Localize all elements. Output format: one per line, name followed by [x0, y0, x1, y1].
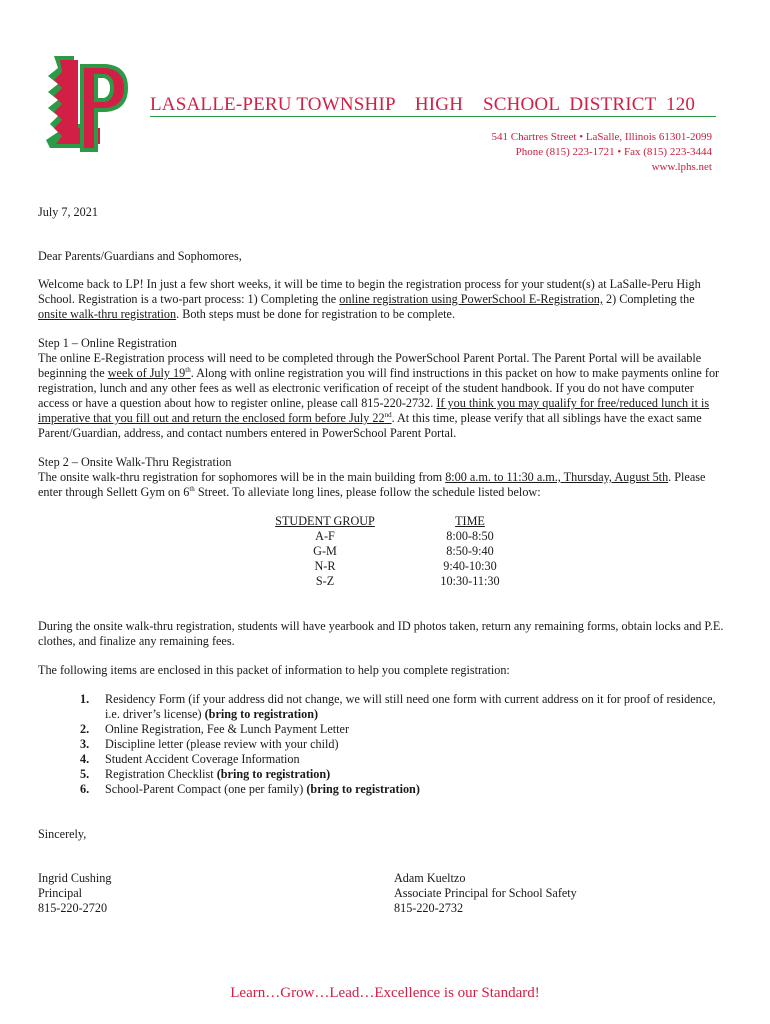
- step2-text-c: Street. To alleviate long lines, please follow the schedule listed below:: [194, 485, 541, 499]
- list-item-bold: (bring to registration): [216, 767, 331, 781]
- step1-week: [108, 366, 191, 380]
- step1-text-c: . At this time, please verify that all siblings have the exact same Parent/Guardian, address, and contact numbers entered in PowerSchool Parent Portal.: [38, 411, 702, 440]
- online-registration-ref: online registration using PowerSchool E-Registration,: [339, 292, 603, 306]
- list-item-text: School-Parent Compact (one per family): [105, 782, 307, 796]
- list-item-number: 3.: [80, 737, 90, 751]
- intro-paragraph: [38, 277, 724, 322]
- signer-name: Adam Kueltzo: [394, 871, 466, 885]
- list-item: [80, 767, 720, 782]
- schedule-group-cell: S-Z: [315, 574, 335, 588]
- list-item-text: Residency Form (if your address did not change, we will still need one form with current address on it for proof of residence, i.e. driver’s license): [105, 692, 716, 721]
- phone-fax-line: Phone (815) 223-1721 • Fax (815) 223-3444: [515, 146, 712, 158]
- signer-principal: [38, 871, 338, 916]
- list-item-number: 4.: [80, 752, 90, 766]
- list-item-bold: (bring to registration): [306, 782, 420, 796]
- list-item-text-wrap: [105, 722, 720, 737]
- list-item-text: Registration Checklist: [105, 767, 217, 781]
- list-item-text-wrap: [105, 737, 720, 752]
- schedule-group-cell: A-F: [315, 529, 335, 543]
- schedule-time-cell: 8:50-9:40: [446, 544, 494, 558]
- signer-title: Principal: [38, 886, 83, 900]
- list-item-text-wrap: [105, 752, 720, 767]
- list-item-number: 6.: [80, 782, 90, 796]
- list-item: [80, 692, 720, 722]
- letter-date: July 7, 2021: [38, 205, 98, 219]
- schedule-time-cell: 8:00-8:50: [446, 529, 494, 543]
- step2-time: 8:00 a.m. to 11:30 a.m., Thursday, August 5th: [445, 470, 669, 484]
- list-item-text-wrap: [105, 767, 720, 782]
- step1-week-text: week of July 19: [107, 366, 186, 380]
- schedule-group-cell: N-R: [314, 559, 336, 573]
- step1-heading: Step 1 – Online Registration: [38, 336, 177, 350]
- step1-text-a: The online E-Registration process will need to be completed through the PowerSchool Parent Portal. The Parent Portal will be available beginning the: [38, 351, 702, 380]
- salutation: Dear Parents/Guardians and Sophomores,: [38, 249, 242, 263]
- signer-associate-principal: [394, 871, 734, 916]
- lp-logo-graphic: [40, 52, 132, 156]
- walkthru-registration-ref: onsite walk-thru registration: [38, 307, 177, 321]
- list-item-text-wrap: [105, 692, 720, 722]
- list-item-bold: (bring to registration): [204, 707, 319, 721]
- schedule-time-column: [420, 514, 520, 589]
- signer-phone: 815-220-2720: [38, 901, 108, 915]
- step1-text-b: . Along with online registration you will find instructions in this packet on how to make payments online for registration, lunch and any other fees as well as electronic verification of receipt of the student handbook. If you do not have computer access or have a question about how to register online, please call 815-220-2732.: [38, 366, 720, 410]
- schedule-group-header: STUDENT GROUP: [275, 514, 375, 528]
- list-item: [80, 782, 720, 797]
- list-item-number: 5.: [80, 767, 90, 781]
- list-item-number: 2.: [80, 722, 90, 736]
- list-item-text: Online Registration, Fee & Lunch Payment Letter: [105, 722, 350, 736]
- step2-paragraph: [38, 470, 724, 500]
- intro-text-3: . Both steps must be done for registration to be complete.: [176, 307, 455, 321]
- step2-text-a: The onsite walk-thru registration for sophomores will be in the main building from: [38, 470, 446, 484]
- schedule-group-cell: G-M: [313, 544, 337, 558]
- footer-slogan: Learn…Grow…Lead…Excellence is our Standard!: [230, 985, 540, 1001]
- list-item-number: 1.: [80, 692, 90, 706]
- schedule-group-column: [260, 514, 390, 589]
- step2-text-b: . Please enter through Sellett Gym on 6: [38, 470, 706, 499]
- enclosures-intro: The following items are enclosed in this packet of information to help you complete registration:: [38, 663, 510, 677]
- schedule-time-cell: 10:30-11:30: [440, 574, 500, 588]
- list-item-text-wrap: [105, 782, 720, 797]
- district-name: LASALLE-PERU TOWNSHIP HIGH SCHOOL DISTRICT 120: [150, 94, 716, 117]
- list-item-text: Discipline letter (please review with your child): [105, 737, 339, 751]
- step1-week-sup: th: [185, 365, 191, 374]
- list-item: [80, 752, 720, 767]
- signer-name: Ingrid Cushing: [38, 871, 112, 885]
- schedule-time-header: TIME: [455, 514, 485, 528]
- during-paragraph: During the onsite walk-thru registration, students will have yearbook and ID photos taken, return any remaining forms, obtain locks and P.E. clothes, and finalize any remaining fees.: [38, 619, 724, 648]
- closing: Sincerely,: [38, 827, 87, 841]
- enclosures-list: [80, 692, 720, 797]
- signer-phone: 815-220-2732: [394, 901, 464, 915]
- step1-imperative-sup: nd: [384, 410, 392, 419]
- intro-text-1: Welcome back to LP! In just a few short weeks, it will be time to begin the registration process for your student(s) at LaSalle-Peru High School. Registration is a two-part process: 1) Completing the: [38, 277, 701, 306]
- website-link[interactable]: www.lphs.net: [651, 161, 712, 173]
- address-line: 541 Chartres Street • LaSalle, Illinois 61301-2099: [491, 131, 712, 143]
- step1-imperative-text: If you think you may qualify for free/reduced lunch it is imperative that you fill out and return the enclosed form before July 22: [38, 396, 710, 425]
- intro-text-2: 2) Completing the: [602, 292, 695, 306]
- list-item: [80, 722, 720, 737]
- list-item: [80, 737, 720, 752]
- schedule-time-cell: 9:40-10:30: [443, 559, 497, 573]
- school-logo: [40, 52, 132, 156]
- step1-paragraph: [38, 351, 724, 441]
- list-item-text: Student Accident Coverage Information: [105, 752, 300, 766]
- signer-title: Associate Principal for School Safety: [394, 886, 577, 900]
- step2-heading: Step 2 – Onsite Walk-Thru Registration: [38, 455, 232, 469]
- step2-street-sup: th: [189, 484, 195, 493]
